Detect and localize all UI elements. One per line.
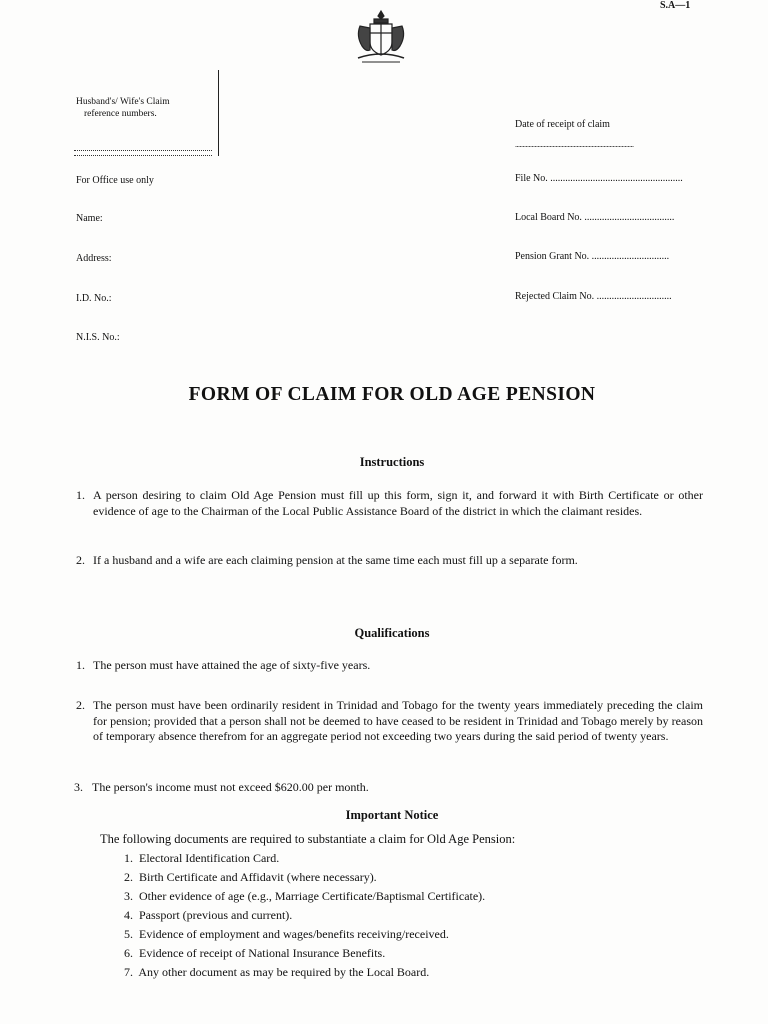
for-office-use-label: For Office use only xyxy=(76,175,154,186)
list-item-text: Any other document as may be required by the Local Board. xyxy=(138,965,430,979)
list-item xyxy=(124,944,644,963)
important-notice-intro: The following documents are required to substantiate a claim for Old Age Pension: xyxy=(100,832,516,846)
instruction-1-number: 1. xyxy=(76,488,85,502)
name-field[interactable]: Name: xyxy=(76,213,103,224)
coat-of-arms-icon xyxy=(352,8,410,66)
important-notice-heading: Important Notice xyxy=(345,808,439,822)
id-number-field[interactable]: I.D. No.: xyxy=(76,293,112,304)
reference-label xyxy=(76,96,206,120)
reference-label-line-1: Husband's/ Wife's Claim xyxy=(76,97,170,107)
list-item-text: Birth Certificate and Affidavit (where necessary). xyxy=(139,870,377,884)
list-item xyxy=(124,849,644,868)
pension-grant-number-field[interactable]: Pension Grant No. ............................... xyxy=(515,251,670,262)
list-item xyxy=(124,887,644,906)
list-item-text: Passport (previous and current). xyxy=(139,908,293,922)
list-item xyxy=(124,925,644,944)
qualification-2-text: The person must have been ordinarily resident in Trinidad and Tobago for the twenty years immediately preceding the claim for pension; provided that a person shall not be deemed to have ceased to be resident in Trinidad and Tobago merely by reason of temporary absence therefrom for an aggregate period not exceeding two years during the said period of twenty years. xyxy=(93,698,703,743)
file-number-field[interactable]: File No. ..................................................... xyxy=(515,173,683,184)
qualification-1-number: 1. xyxy=(76,658,85,672)
list-item xyxy=(124,906,644,925)
instruction-1-text: A person desiring to claim Old Age Pension must fill up this form, sign it, and forward it with Birth Certificate or other evidence of age to the Chairman of the Local Public Assistance Board of the district in which the claimant resides. xyxy=(93,488,703,518)
list-item-number: 2. xyxy=(124,870,133,884)
qualification-1-text: The person must have attained the age of sixty-five years. xyxy=(93,658,371,672)
date-of-receipt-label: Date of receipt of claim xyxy=(515,119,610,130)
list-item-number: 1. xyxy=(124,851,133,865)
address-field[interactable]: Address: xyxy=(76,253,112,264)
list-item-text: Evidence of receipt of National Insurance Benefits. xyxy=(139,946,386,960)
nis-number-field[interactable]: N.I.S. No.: xyxy=(76,332,120,343)
qualification-3-number: 3. xyxy=(74,780,83,794)
list-item-number: 3. xyxy=(124,889,133,903)
qualification-3-text: The person's income must not exceed $620.00 per month. xyxy=(92,780,369,794)
required-documents-list xyxy=(124,849,644,982)
list-item xyxy=(124,963,644,982)
form-title: FORM OF CLAIM FOR OLD AGE PENSION xyxy=(188,384,596,405)
reference-label-line-2: reference numbers. xyxy=(84,109,157,119)
reference-number-field[interactable] xyxy=(74,150,212,151)
list-item xyxy=(124,868,644,887)
qualification-2-number: 2. xyxy=(76,698,85,712)
date-of-receipt-field[interactable]: ............................................................................... xyxy=(515,140,634,149)
instruction-2-text: If a husband and a wife are each claiming pension at the same time each must fill up a separate form. xyxy=(93,553,578,567)
list-item-text: Evidence of employment and wages/benefits receiving/received. xyxy=(139,927,449,941)
list-item-number: 7. xyxy=(124,965,133,979)
list-item-number: 6. xyxy=(124,946,133,960)
rejected-claim-number-field[interactable]: Rejected Claim No. .............................. xyxy=(515,291,672,302)
list-item-number: 5. xyxy=(124,927,133,941)
instructions-heading: Instructions xyxy=(359,455,425,469)
instruction-2-number: 2. xyxy=(76,553,85,567)
list-item-text: Other evidence of age (e.g., Marriage Certificate/Baptismal Certificate). xyxy=(139,889,486,903)
list-item-number: 4. xyxy=(124,908,133,922)
local-board-number-field[interactable]: Local Board No. .................................... xyxy=(515,212,675,223)
reference-number-field-underline xyxy=(74,155,212,156)
list-item-text: Electoral Identification Card. xyxy=(139,851,280,865)
qualifications-heading: Qualifications xyxy=(354,626,430,640)
form-code: S.A—1 xyxy=(660,0,691,11)
